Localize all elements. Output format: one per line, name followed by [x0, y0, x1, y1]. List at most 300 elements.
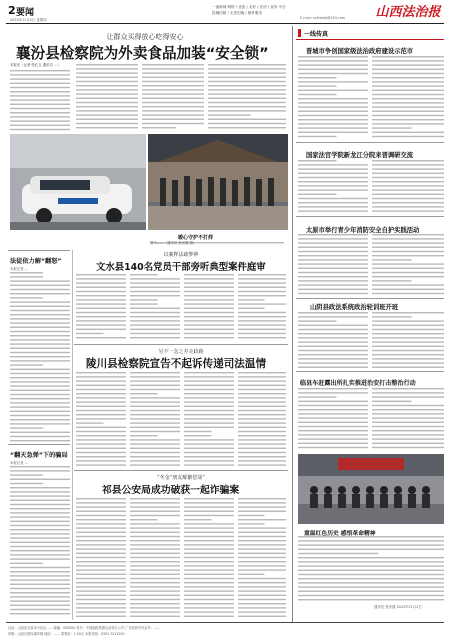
text-line	[298, 272, 368, 273]
text-line	[372, 367, 444, 368]
right-photo	[298, 454, 444, 524]
text-line	[372, 102, 444, 103]
text-line	[142, 72, 204, 73]
text-line	[130, 312, 180, 313]
text-line	[76, 569, 126, 570]
text-line	[76, 287, 126, 288]
text-line	[238, 414, 286, 415]
text-line	[184, 274, 234, 275]
text-line	[184, 308, 234, 309]
text-line	[76, 68, 138, 69]
text-line	[76, 582, 126, 583]
text-line	[10, 550, 70, 551]
text-line	[184, 299, 234, 300]
text-line	[208, 98, 286, 99]
text-line	[298, 354, 368, 355]
text-line	[130, 502, 180, 503]
text-line	[10, 411, 70, 412]
text-line	[298, 312, 368, 313]
text-line	[130, 569, 180, 570]
text-line	[142, 127, 176, 128]
text-line	[238, 599, 286, 600]
text-line	[130, 448, 180, 449]
text-line	[76, 376, 126, 377]
text-line	[130, 519, 158, 520]
text-line	[10, 306, 70, 307]
text-line	[10, 609, 70, 610]
text-line	[130, 599, 180, 600]
text-line	[298, 64, 368, 65]
text-line	[184, 443, 234, 444]
mid-headline-1: 文水县140名党员干部旁听典型案件庭审	[96, 262, 266, 273]
text-line	[238, 435, 286, 436]
text-line	[238, 536, 286, 537]
text-line	[184, 607, 234, 608]
text-line	[142, 119, 204, 120]
text-line	[76, 439, 126, 440]
text-line	[184, 557, 234, 558]
text-line	[298, 447, 368, 448]
text-line	[372, 206, 444, 207]
text-line	[10, 432, 70, 433]
text-line	[10, 99, 70, 100]
text-line	[184, 316, 234, 317]
text-line	[298, 350, 368, 351]
text-line	[298, 293, 368, 294]
text-line	[184, 578, 234, 579]
text-line	[10, 575, 70, 576]
text-line	[130, 523, 180, 524]
text-line	[298, 553, 378, 554]
text-line	[298, 132, 368, 133]
left-story2-title: “翻天急弹”下的骗局	[10, 452, 68, 459]
text-line	[238, 372, 286, 373]
text-line	[184, 603, 234, 604]
text-line	[208, 127, 286, 128]
text-line	[10, 500, 70, 501]
text-line	[298, 599, 444, 600]
text-line	[76, 329, 126, 330]
text-line	[298, 247, 368, 248]
text-line	[372, 60, 444, 61]
text-line	[238, 418, 286, 419]
text-line	[372, 177, 444, 178]
text-line	[10, 339, 70, 340]
text-line	[10, 521, 70, 522]
text-line	[372, 255, 444, 256]
text-line	[10, 120, 70, 121]
text-line	[10, 512, 70, 513]
left-col-divider	[72, 250, 73, 620]
text-line	[238, 287, 286, 288]
section-rule	[296, 39, 444, 40]
text-line	[10, 508, 70, 509]
text-line	[298, 561, 444, 562]
text-line	[10, 474, 43, 475]
text-line	[208, 72, 286, 73]
text-line	[130, 548, 180, 549]
right-h3: 太原市举行青少年消防安全自护实践活动	[306, 227, 420, 234]
text-line	[76, 312, 126, 313]
text-line	[10, 289, 70, 290]
text-line	[76, 123, 138, 124]
text-line	[238, 611, 286, 612]
text-line	[10, 70, 70, 71]
left-story2-author: 本报记者 …	[10, 461, 29, 465]
text-line	[10, 436, 70, 437]
text-line	[10, 104, 70, 105]
text-line	[10, 533, 70, 534]
text-line	[298, 565, 444, 566]
text-line	[372, 259, 412, 260]
text-line	[10, 394, 70, 395]
text-line	[76, 422, 104, 423]
text-line	[238, 448, 286, 449]
text-line	[238, 578, 286, 579]
text-line	[238, 527, 286, 528]
text-line	[76, 380, 126, 381]
text-line	[372, 189, 444, 190]
svg-text:山西法治报: 山西法治报	[375, 5, 441, 20]
text-line	[372, 181, 444, 182]
text-line	[76, 452, 126, 453]
text-line	[184, 431, 212, 432]
text-line	[298, 417, 368, 418]
text-line	[238, 385, 286, 386]
masthead-slogan-1: 一流新闻·网络 / 优质 / 友好 / 法治 / 宣传·平台	[212, 5, 286, 9]
text-line	[10, 563, 43, 564]
text-line	[76, 427, 126, 428]
text-line	[298, 185, 368, 186]
text-line	[10, 479, 70, 480]
text-line	[372, 210, 444, 211]
text-line	[298, 85, 337, 86]
text-line	[130, 324, 180, 325]
text-line	[10, 427, 43, 428]
mid-kicker-3: “冬金”朋友解繁偿哉”	[157, 475, 205, 481]
text-line	[298, 396, 337, 397]
photo-caption-text: 图为……（通讯员 张庆健 摄）	[150, 241, 197, 245]
text-line	[10, 285, 70, 286]
text-line	[10, 613, 70, 614]
text-line	[76, 114, 138, 115]
text-line	[298, 111, 368, 112]
text-line	[184, 586, 234, 587]
text-line	[142, 68, 204, 69]
text-line	[298, 595, 444, 596]
text-line	[298, 346, 368, 347]
text-line	[298, 234, 368, 235]
text-line	[76, 565, 126, 566]
text-line	[10, 327, 70, 328]
text-line	[10, 605, 70, 606]
text-line	[238, 427, 286, 428]
text-line	[372, 316, 412, 317]
text-line	[298, 409, 368, 410]
text-line	[372, 77, 444, 78]
text-line	[372, 293, 444, 294]
text-line	[10, 423, 70, 424]
text-line	[130, 385, 180, 386]
text-line	[208, 89, 286, 90]
text-line	[130, 282, 180, 283]
text-line	[76, 393, 126, 394]
text-line	[298, 268, 368, 269]
text-line	[372, 413, 444, 414]
left-col-rule-2	[8, 444, 70, 445]
text-line	[372, 111, 444, 112]
text-line	[76, 590, 126, 591]
text-line	[10, 125, 70, 126]
text-line	[372, 280, 412, 281]
text-line	[238, 406, 286, 407]
text-line	[238, 607, 286, 608]
text-line	[76, 448, 126, 449]
text-line	[372, 443, 444, 444]
text-line	[76, 385, 126, 386]
text-line	[10, 415, 70, 416]
text-line	[76, 337, 126, 338]
text-line	[238, 312, 286, 313]
text-line	[238, 574, 264, 575]
text-line	[298, 325, 368, 326]
text-line	[142, 93, 204, 94]
right-h2: 国家法官学院新龙江分院来晋调研交流	[306, 152, 414, 159]
text-line	[208, 110, 286, 111]
text-line	[238, 320, 286, 321]
text-line	[298, 401, 368, 402]
text-line	[76, 119, 138, 120]
text-line	[130, 329, 180, 330]
text-line	[142, 123, 204, 124]
text-line	[130, 410, 180, 411]
text-line	[184, 291, 234, 292]
text-line	[184, 397, 234, 398]
text-line	[298, 189, 368, 190]
text-line	[130, 316, 180, 317]
text-line	[298, 578, 444, 579]
text-line	[184, 414, 234, 415]
text-line	[142, 110, 204, 111]
text-line	[238, 532, 286, 533]
text-line	[372, 263, 444, 264]
text-line	[142, 114, 204, 115]
text-line	[10, 495, 70, 496]
text-line	[10, 314, 70, 315]
text-line	[238, 464, 286, 465]
text-line	[184, 385, 234, 386]
text-line	[130, 389, 180, 390]
text-line	[372, 276, 444, 277]
text-line	[372, 238, 444, 239]
text-line	[372, 434, 444, 435]
text-line	[298, 557, 444, 558]
text-line	[76, 599, 126, 600]
text-line	[372, 272, 444, 273]
text-line	[298, 106, 368, 107]
text-line	[10, 129, 70, 130]
text-line	[208, 64, 286, 65]
text-line	[142, 106, 204, 107]
text-line	[238, 393, 286, 394]
text-line	[76, 431, 126, 432]
text-line	[76, 320, 126, 321]
text-line	[372, 85, 444, 86]
text-line	[298, 210, 368, 211]
text-line	[76, 282, 126, 283]
footer-line-1: 社址：山西省太原市小店区…… 邮编：030000 发行：中国邮政集团山西省分公司 广告经营许可证号：……	[8, 626, 161, 630]
text-line	[10, 584, 70, 585]
text-line	[10, 385, 70, 386]
text-line	[76, 574, 126, 575]
text-line	[130, 431, 180, 432]
text-line	[10, 373, 70, 374]
text-line	[298, 586, 444, 587]
text-line	[10, 78, 70, 79]
text-line	[76, 397, 126, 398]
lead-byline: 本报讯（记者 张红玉 通讯员 …）	[10, 63, 61, 67]
text-line	[10, 276, 43, 277]
text-line	[76, 586, 126, 587]
text-line	[130, 460, 180, 461]
text-line	[298, 115, 368, 116]
text-line	[238, 565, 286, 566]
text-line	[238, 308, 264, 309]
text-line	[238, 337, 286, 338]
text-line	[184, 611, 234, 612]
right-photo-caption: 重温红色历史 感悟革命精神	[304, 531, 376, 537]
text-line	[76, 498, 126, 499]
text-line	[10, 588, 70, 589]
text-line	[76, 548, 126, 549]
text-line	[10, 491, 70, 492]
text-line	[10, 398, 70, 399]
text-line	[76, 106, 138, 107]
text-line	[130, 544, 180, 545]
text-line	[130, 274, 158, 275]
text-line	[298, 289, 368, 290]
text-line	[238, 523, 264, 524]
text-line	[76, 603, 126, 604]
text-line	[184, 333, 234, 334]
text-line	[238, 460, 286, 461]
text-line	[184, 616, 234, 617]
text-line	[130, 506, 180, 507]
page-label: 要闻	[16, 8, 35, 18]
text-line	[10, 272, 43, 273]
text-line	[10, 466, 70, 467]
lead-headline: 襄汾县检察院为外卖食品加装“安全锁”	[16, 45, 269, 62]
text-line	[76, 81, 138, 82]
text-line	[184, 582, 234, 583]
text-line	[238, 274, 286, 275]
text-line	[130, 393, 158, 394]
text-line	[298, 426, 368, 427]
text-line	[10, 310, 70, 311]
text-line	[184, 599, 234, 600]
text-line	[184, 595, 234, 596]
text-line	[298, 251, 368, 252]
text-line	[184, 418, 234, 419]
text-line	[76, 308, 126, 309]
text-line	[298, 263, 368, 264]
text-line	[10, 352, 70, 353]
text-line	[76, 333, 104, 334]
text-line	[184, 287, 234, 288]
text-line	[10, 95, 70, 96]
text-line	[76, 519, 126, 520]
text-line	[130, 590, 180, 591]
text-line	[372, 56, 444, 57]
text-line	[238, 452, 286, 453]
text-line	[238, 401, 286, 402]
text-line	[10, 579, 70, 580]
text-line	[372, 90, 444, 91]
text-line	[184, 464, 234, 465]
lead-photo-left	[10, 134, 146, 230]
text-line	[76, 536, 126, 537]
text-line	[76, 389, 126, 390]
text-line	[372, 333, 444, 334]
text-line	[298, 582, 444, 583]
text-line	[372, 396, 444, 397]
text-line	[238, 299, 264, 300]
text-line	[238, 511, 286, 512]
text-line	[76, 127, 138, 128]
text-line	[130, 439, 180, 440]
mid-kicker-2: 另不一念之差走歧路	[158, 349, 204, 355]
text-line	[184, 295, 234, 296]
text-line	[10, 331, 70, 332]
text-line	[10, 537, 70, 538]
text-line	[238, 431, 286, 432]
text-line	[372, 242, 444, 243]
text-line	[76, 540, 126, 541]
text-line	[298, 280, 368, 281]
text-line	[10, 571, 70, 572]
text-line	[184, 498, 234, 499]
text-line	[372, 289, 444, 290]
text-line	[184, 460, 234, 461]
footer-rule	[6, 622, 444, 623]
text-line	[208, 77, 286, 78]
text-line	[208, 114, 251, 115]
text-line	[372, 127, 412, 128]
text-line	[76, 316, 126, 317]
text-line	[130, 498, 180, 499]
text-line	[76, 102, 138, 103]
text-line	[298, 81, 368, 82]
text-line	[10, 542, 70, 543]
text-line	[238, 443, 286, 444]
text-line	[372, 98, 444, 99]
text-line	[184, 372, 234, 373]
text-line	[184, 324, 234, 325]
text-line	[298, 173, 368, 174]
text-line	[184, 565, 234, 566]
text-line	[10, 280, 70, 281]
text-line	[184, 278, 234, 279]
text-line	[76, 511, 126, 512]
text-line	[298, 591, 444, 592]
text-line	[184, 523, 234, 524]
text-line	[372, 341, 444, 342]
text-line	[76, 72, 138, 73]
text-line	[238, 519, 286, 520]
text-line	[130, 427, 180, 428]
text-line	[184, 380, 234, 381]
text-line	[372, 312, 444, 313]
